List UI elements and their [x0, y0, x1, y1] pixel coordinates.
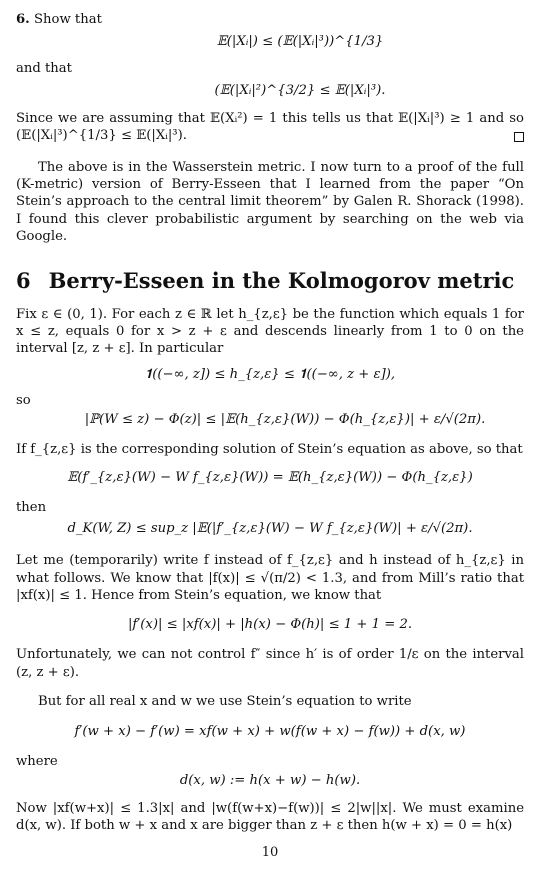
- since-text: Since we are assuming that 𝔼(Xᵢ²) = 1 this tells us that 𝔼(|Xᵢ|³) ≥ 1 and so (𝔼(|Xᵢ|³)^{1/3} ≤ 𝔼(|Xᵢ|³).: [16, 110, 524, 144]
- wasserstein-paragraph: The above is in the Wasserstein metric. I now turn to a proof of the full (K-metric) version of Berry-Esseen that I learned from the paper “On Stein’s approach to the central limit theorem” by Galen R. Shorack (1998). I found this clever probabilistic argument by searching on the web via Google.: [16, 159, 524, 245]
- equation-1: 𝔼(|Xᵢ|) ≤ (𝔼(|Xᵢ|³))^{1/3}: [216, 34, 384, 50]
- where-text: where: [16, 753, 58, 769]
- but-paragraph: But for all real x and w we use Stein’s equation to write: [38, 694, 412, 710]
- qed-icon: [514, 132, 524, 142]
- equation-6: d_K(W, Z) ≤ sup_z |𝔼(|f′_{z,ε}(W) − W f_{z,ε}(W)| + ε/√(2π).: [67, 521, 473, 537]
- section-number: 6: [16, 267, 31, 293]
- equation-5: 𝔼(f′_{z,ε}(W) − W f_{z,ε}(W)) = 𝔼(h_{z,ε}(W)) − Φ(h_{z,ε}): [67, 469, 473, 485]
- page-number: 10: [261, 845, 279, 860]
- then-text: then: [16, 499, 47, 515]
- since-paragraph: [16, 110, 524, 145]
- now-paragraph: Now |xf(w+x)| ≤ 1.3|x| and |w(f(w+x)−f(w))| ≤ 2|w||x|. We must examine d(x, w). If both w + x and x are bigger than z + ε then h(w + x) = 0 = h(x): [16, 800, 524, 834]
- and-that-text: and that: [16, 61, 72, 77]
- section-heading: [16, 268, 524, 294]
- item-6-text: Show that: [33, 12, 102, 27]
- item-6-label: 6.: [16, 12, 30, 27]
- equation-2: (𝔼(|Xᵢ|²)^{3/2} ≤ 𝔼(|Xᵢ|³).: [214, 82, 386, 98]
- equation-9: d(x, w) := h(x + w) − h(w).: [179, 772, 361, 788]
- if-paragraph: If f_{z,ε} is the corresponding solution of Stein’s equation as above, so that: [16, 442, 523, 458]
- equation-7: |f′(x)| ≤ |xf(x)| + |h(x) − Φ(h)| ≤ 1 + 1 = 2.: [127, 617, 413, 633]
- equation-8: f′(w + x) − f′(w) = xf(w + x) + w(f(w + x) − f(w)) + d(x, w): [74, 723, 466, 739]
- so-text: so: [16, 392, 31, 408]
- equation-4: |ℙ(W ≤ z) − Φ(z)| ≤ |𝔼(h_{z,ε}(W)) − Φ(h_{z,ε})| + ε/√(2π).: [84, 412, 486, 428]
- equation-3: 𝟏((−∞, z]) ≤ h_{z,ε} ≤ 𝟏((−∞, z + ε]),: [144, 366, 396, 382]
- let-paragraph: Let me (temporarily) write f instead of f_{z,ε} and h instead of h_{z,ε} in what follows. We know that |f(x)| ≤ √(π/2) < 1.3, and from Mill’s ratio that |xf(x)| ≤ 1. Hence from Stein’s equation, we know that: [16, 553, 524, 603]
- fix-paragraph: Fix ε ∈ (0, 1). For each z ∈ ℝ let h_{z,ε} be the function which equals 1 for x ≤ z, equals 0 for x > z + ε and descends linearly from 1 to 0 on the interval [z, z + ε]. In particular: [16, 306, 524, 357]
- item-6: [16, 11, 524, 28]
- unfortunately-paragraph: Unfortunately, we can not control f″ since h′ is of order 1/ε on the interval (z, z + ε).: [16, 647, 524, 680]
- page-content: [16, 8, 524, 835]
- section-title: Berry-Esseen in the Kolmogorov metric: [48, 267, 515, 293]
